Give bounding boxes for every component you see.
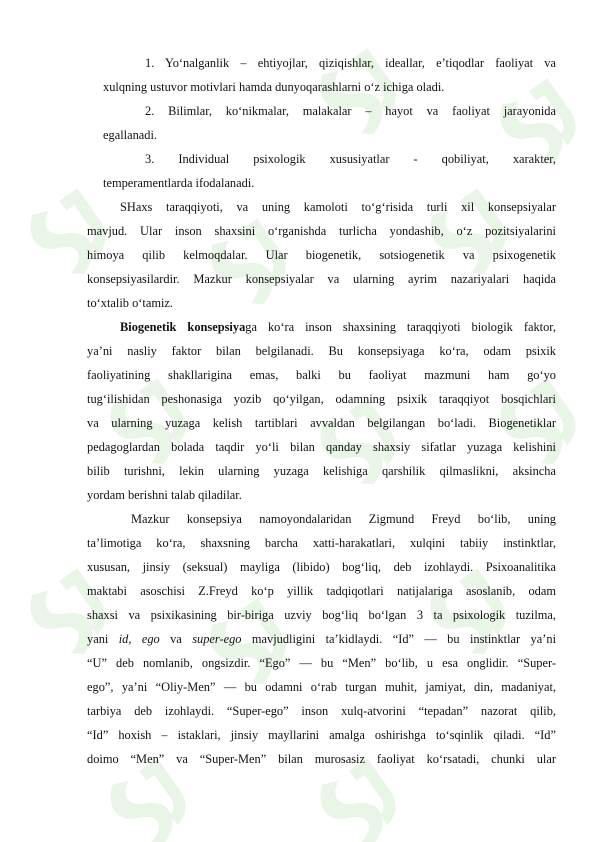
text-line: maktabi asoschisi Z.Freyd ko‘p yillik tadqiqotlari natijalariga asoslanib, odam bbox=[87, 584, 556, 598]
text-line: tug‘ilishidan peshonasiga yozib qo‘yilgan, odamning psixik taraqqiyot bosqichlari bbox=[87, 392, 556, 406]
text-line: shaxsi va psixikasining bir-biriga uzviy bog‘liq bo‘lgan 3 ta psixologik tuzilma, bbox=[87, 608, 556, 622]
text-line: to‘xtalib o‘tamiz. bbox=[87, 296, 174, 310]
text-line: pedagoglardan bolada taqdir yo‘li bilan qanday shaxsiy sifatlar yuzaga kelishini bbox=[87, 440, 556, 454]
italic-term: id bbox=[118, 632, 129, 646]
text-line: ya’ni nasliy faktor bilan belgilanadi. Bu konsepsiyaga ko‘ra, odam psixik bbox=[87, 344, 556, 358]
text-line: “U” deb nomlanib, ongsizdir. “Ego” — bu “Men” bo‘lib, u esa onglidir. “Super- bbox=[87, 656, 556, 670]
italic-term: super-ego bbox=[192, 632, 242, 646]
text-line: yordam berishni talab qiladilar. bbox=[87, 488, 242, 502]
text-line: mavjud. Ular inson shaxsini o‘rganishda turlicha yondashib, o‘z pozitsiyalarini bbox=[87, 224, 556, 238]
text-line: konsepsiyasilardir. Mazkur konsepsiyalar va ularning ayrim nazariyalari haqida bbox=[87, 272, 556, 286]
text-line: faoliyatining shakllarigina emas, balki bu faoliyat mazmuni ham go‘yo bbox=[87, 368, 556, 382]
text-line: xususan, jinsiy (seksual) mayliga (libido) bog‘liq, deb izohlaydi. Psixoanalitika bbox=[87, 560, 556, 574]
text-line: 1. Yo‘nalganlik – ehtiyojlar, qiziqishlar, ideallar, e’tiqodlar faoliyat va bbox=[145, 56, 556, 70]
text-line: Biogenetik konsepsiyaga ko‘ra inson shaxsining taraqqiyoti biologik faktor, bbox=[120, 320, 557, 334]
bold-term: Biogenetik konsepsiya bbox=[120, 320, 246, 334]
text-line: temperamentlarda ifodalanadi. bbox=[103, 176, 255, 190]
text-line: va ularning yuzaga kelish tartiblari avvaldan belgilangan bo‘ladi. Biogenetiklar bbox=[87, 416, 556, 430]
italic-term: ego bbox=[141, 632, 160, 646]
text-line: Mazkur konsepsiya namoyondalaridan Zigmund Freyd bo‘lib, uning bbox=[131, 512, 556, 526]
text-line: tarbiya deb izohlaydi. “Super-ego” inson xulq-atvorini “tepadan” nazorat qilib, bbox=[87, 704, 556, 718]
text-line: yani id, ego va super-ego mavjudligini ta’kidlaydi. “Id” — bu instinktlar ya’ni bbox=[87, 632, 557, 646]
text-line: 3. Individual psixologik xususiyatlar - qobiliyat, xarakter, bbox=[145, 152, 556, 166]
text-line: “Id” hoxish – istaklari, jinsiy mayllarini amalga oshirishga to‘sqinlik qiladi. “Id” bbox=[87, 728, 556, 742]
text-line: 2. Bilimlar, ko‘nikmalar, malakalar – hayot va faoliyat jarayonida bbox=[145, 104, 556, 118]
text-line: bilib turishni, lekin ularning yuzaga kelishiga qarshilik qilmaslikni, aksincha bbox=[87, 464, 556, 478]
text-line: ego”, ya’ni “Oliy-Men” — bu odamni o‘rab turgan muhit, jamiyat, din, madaniyat, bbox=[87, 680, 556, 694]
text-line: xulqning ustuvor motivlari hamda dunyoqarashlarni o‘z ichiga oladi. bbox=[103, 80, 445, 94]
text-line: ta’limotiga ko‘ra, shaxsning barcha xatti-harakatlari, xulqini tabiiy instinktlar, bbox=[87, 536, 556, 550]
text-line: himoya qilib kelmoqdalar. Ular biogenetik, sotsiogenetik va psixogenetik bbox=[87, 248, 556, 262]
text-line: doimo “Men” va “Super-Men” bilan murosasiz faoliyat ko‘rsatadi, chunki ular bbox=[87, 752, 556, 766]
text-line: egallanadi. bbox=[103, 128, 158, 142]
text-line: SHaxs taraqqiyoti, va uning kamoloti to‘g‘risida turli xil konsepsiyalar bbox=[120, 200, 556, 214]
